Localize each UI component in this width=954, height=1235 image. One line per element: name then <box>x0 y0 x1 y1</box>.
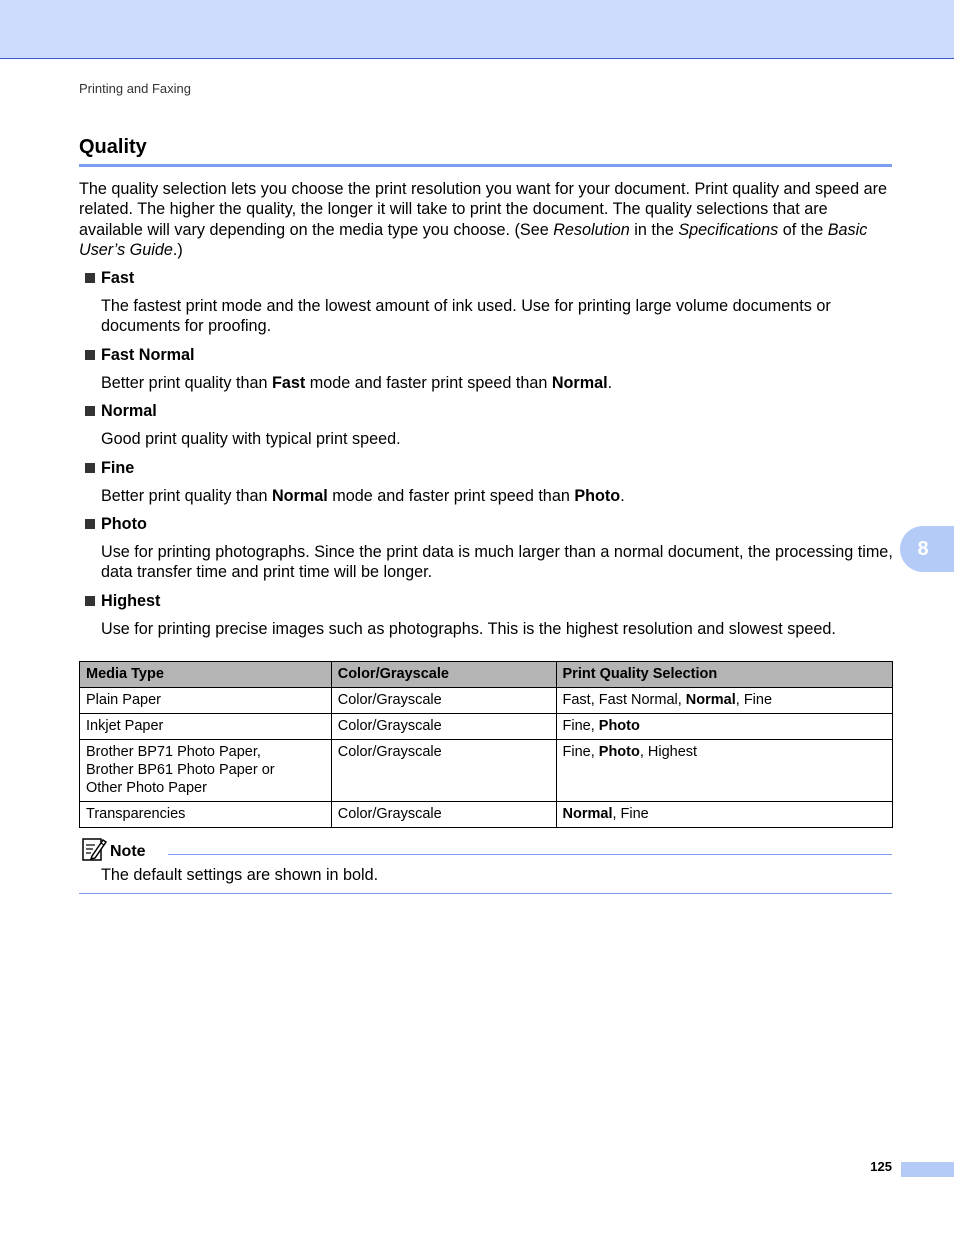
option-fast-title: Fast <box>101 269 135 287</box>
bullet-square-icon <box>85 519 95 529</box>
table-row <box>80 688 893 714</box>
desc-bold: Fast <box>271 373 306 392</box>
option-fast-normal <box>79 345 894 393</box>
header-band <box>0 0 954 59</box>
media-type-line: Brother BP61 Photo Paper or <box>86 762 275 778</box>
desc-text: mode and faster print speed than <box>327 486 575 505</box>
quality-table <box>79 661 893 828</box>
intro-ref-specifications: Specifications <box>678 220 779 239</box>
bullet-square-icon <box>85 273 95 283</box>
media-type-line: Other Photo Paper <box>86 780 207 796</box>
bullet-square-icon <box>85 463 95 473</box>
page-number-bar <box>901 1162 954 1177</box>
quality-cell <box>556 688 892 714</box>
option-fine-heading <box>79 458 894 478</box>
quality-text: Fast, Fast Normal, <box>562 692 686 708</box>
intro-text-4: .) <box>172 241 183 260</box>
desc-text: mode and faster print speed than <box>305 373 552 392</box>
option-fine-title: Fine <box>101 458 135 477</box>
option-highest-desc: Use for printing precise images such as photographs. This is the highest resolution and slowest speed. <box>101 619 836 638</box>
column-header: Color/Grayscale <box>331 662 556 688</box>
desc-text: Better print quality than <box>101 373 272 392</box>
quality-options-list <box>79 268 894 647</box>
quality-default: Normal <box>562 806 613 822</box>
media-type-cell <box>80 740 332 802</box>
table-row <box>80 714 893 740</box>
option-fast-desc: The fastest print mode and the lowest amount of ink used. Use for printing large volume documents or documents for proofing. <box>101 297 831 336</box>
intro-ref-guide: Basic User’s Guide <box>79 220 868 260</box>
intro-text-2: in the <box>629 220 679 239</box>
option-normal-title: Normal <box>101 402 157 421</box>
note-top-rule <box>168 854 892 855</box>
option-fast <box>79 268 894 337</box>
intro-text-3: of the <box>778 220 828 239</box>
option-photo-desc: Use for printing photographs. Since the print data is much larger than a normal document, the processing time, data transfer time and print time will be longer. <box>101 543 893 582</box>
note-pencil-icon <box>81 836 107 862</box>
bullet-square-icon <box>85 406 95 416</box>
quality-default: Normal <box>685 692 736 708</box>
option-fast-normal-title: Fast Normal <box>101 345 195 364</box>
desc-bold: Normal <box>551 373 608 392</box>
option-fast-normal-desc <box>101 373 894 393</box>
quality-text: Fine, <box>562 718 599 734</box>
option-highest <box>79 591 894 639</box>
quality-text: , Fine <box>735 692 773 708</box>
desc-text: Better print quality than <box>101 486 272 505</box>
column-header: Print Quality Selection <box>556 662 892 688</box>
quality-cell <box>556 740 892 802</box>
section-title: Quality <box>79 136 892 167</box>
intro-text-1: The quality selection lets you choose the print resolution you want for your document. Print quality and speed are related. The higher the quality, the longer it will take to print the document. The quality selections that are available will vary depending on the media type you choose. (See <box>79 180 888 239</box>
color-cell: Color/Grayscale <box>331 714 556 740</box>
option-highest-title: Highest <box>101 591 161 610</box>
option-photo-heading <box>79 514 894 534</box>
note-bottom-rule <box>79 893 892 894</box>
desc-text: . <box>607 373 613 392</box>
color-cell: Color/Grayscale <box>331 688 556 714</box>
bullet-square-icon <box>85 596 95 606</box>
quality-text: , Fine <box>612 806 649 822</box>
option-fine-desc <box>101 486 894 506</box>
option-photo-title: Photo <box>101 515 147 534</box>
table-row <box>80 740 893 802</box>
intro-ref-resolution: Resolution <box>553 220 630 239</box>
quality-cell <box>556 802 892 828</box>
note-text: The default settings are shown in bold. <box>101 866 379 884</box>
option-highest-heading <box>79 591 894 611</box>
media-type-cell: Transparencies <box>80 802 332 828</box>
quality-cell <box>556 714 892 740</box>
option-fine <box>79 458 894 506</box>
table-row <box>80 802 893 828</box>
option-photo <box>79 514 894 583</box>
option-normal-heading <box>79 401 894 421</box>
desc-bold: Normal <box>271 486 328 505</box>
desc-bold: Photo <box>574 486 621 505</box>
color-cell: Color/Grayscale <box>331 802 556 828</box>
running-head: Printing and Faxing <box>79 81 192 96</box>
media-type-line: Brother BP71 Photo Paper, <box>86 744 261 760</box>
quality-text: Fine, <box>562 744 599 760</box>
desc-text: . <box>620 486 625 505</box>
note-label: Note <box>110 843 146 860</box>
intro-paragraph <box>79 179 894 261</box>
column-header: Media Type <box>80 662 332 688</box>
table-header-row <box>80 662 893 688</box>
option-normal-desc: Good print quality with typical print speed. <box>101 430 401 449</box>
option-fast-heading <box>79 268 894 288</box>
media-type-cell: Inkjet Paper <box>80 714 332 740</box>
quality-text: , Highest <box>639 744 698 760</box>
color-cell: Color/Grayscale <box>331 740 556 802</box>
chapter-tab: 8 <box>900 526 954 572</box>
quality-default: Photo <box>598 718 640 734</box>
option-fast-normal-heading <box>79 345 894 365</box>
option-normal <box>79 401 894 449</box>
page-number: 125 <box>870 1159 892 1174</box>
media-type-cell: Plain Paper <box>80 688 332 714</box>
bullet-square-icon <box>85 350 95 360</box>
quality-default: Photo <box>598 744 640 760</box>
